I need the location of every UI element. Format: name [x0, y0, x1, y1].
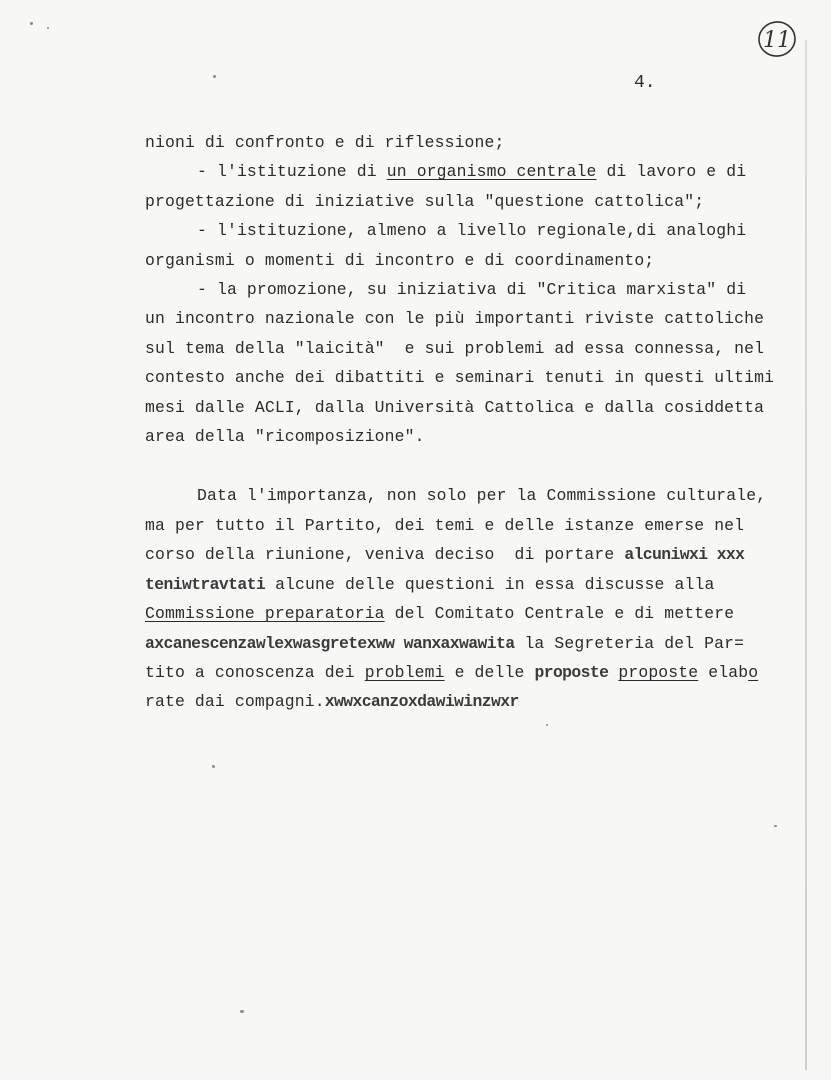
underlined-phrase: un organismo centrale	[386, 162, 597, 182]
paper-speck	[30, 22, 33, 25]
text-line: rate dai compagni.xwwxcanzoxdawiwinzwxr	[145, 692, 519, 712]
paper-speck	[213, 75, 216, 78]
handwritten-circle-icon	[756, 18, 798, 60]
typewritten-body	[145, 128, 815, 717]
struck-out-text: teniwtravtati	[145, 574, 266, 594]
page-number: 4.	[634, 73, 656, 93]
paper-speck	[212, 765, 215, 768]
text-line: Commissione preparatoria del Comitato Centrale e di mettere	[145, 604, 735, 624]
underlined-phrase: Commissione preparatoria	[145, 604, 385, 624]
text-line: un incontro nazionale con le più importanti riviste cattoliche	[145, 309, 765, 329]
text-line: tito a conoscenza dei problemi e delle proposte proposte elabo	[145, 662, 759, 682]
paper-speck	[240, 1010, 244, 1013]
text-line: area della "ricomposizione".	[145, 427, 425, 447]
text-line: nioni di confronto e di riflessione;	[145, 133, 505, 152]
underlined-phrase: problemi	[364, 662, 445, 682]
text-line: - l'istituzione, almeno a livello regionale,di analoghi	[197, 221, 747, 241]
struck-out-text: xwwxcanzoxdawiwinzwxr	[324, 692, 519, 712]
archive-mark-text: 11	[763, 28, 791, 53]
paragraph-gap	[145, 451, 815, 481]
paper-speck	[774, 825, 777, 827]
text-line: organismi o momenti di incontro e di coordinamento;	[145, 250, 655, 270]
text-line: mesi dalle ACLI, dalla Università Cattolica e dalla cosiddetta	[145, 397, 765, 417]
underlined-phrase: proposte	[618, 662, 699, 682]
text-line: axcanescenzawlexwasgretexww wanxaxwawita la Segreteria del Par=	[145, 633, 745, 653]
archive-number-stamp	[756, 18, 798, 60]
struck-out-text: axcanescenzawlexwasgretexww wanxaxwawita	[145, 633, 515, 653]
struck-out-text: alcuniwxi xxx	[624, 545, 745, 565]
text-line: - la promozione, su iniziativa di "Critica marxista" di	[197, 280, 747, 300]
text-line: ma per tutto il Partito, dei temi e delle istanze emerse nel	[145, 515, 745, 535]
text-line: corso della riunione, veniva deciso di portare alcuniwxi xxx	[145, 545, 745, 565]
underlined-letter: o	[748, 662, 759, 682]
text-line: teniwtravtati alcune delle questioni in essa discusse alla	[145, 574, 715, 594]
text-line: progettazione di iniziative sulla "questione cattolica";	[145, 191, 705, 211]
text-line: contesto anche dei dibattiti e seminari tenuti in questi ultimi	[145, 368, 775, 388]
struck-out-text: proposte	[534, 662, 609, 682]
text-line: Data l'importanza, non solo per la Commissione culturale,	[197, 486, 767, 506]
text-line: sul tema della "laicità" e sui problemi ad essa connessa, nel	[145, 338, 765, 358]
paper-speck	[546, 724, 548, 726]
paper-speck	[47, 27, 49, 29]
text-line: - l'istituzione di un organismo centrale di lavoro e di	[197, 162, 747, 182]
